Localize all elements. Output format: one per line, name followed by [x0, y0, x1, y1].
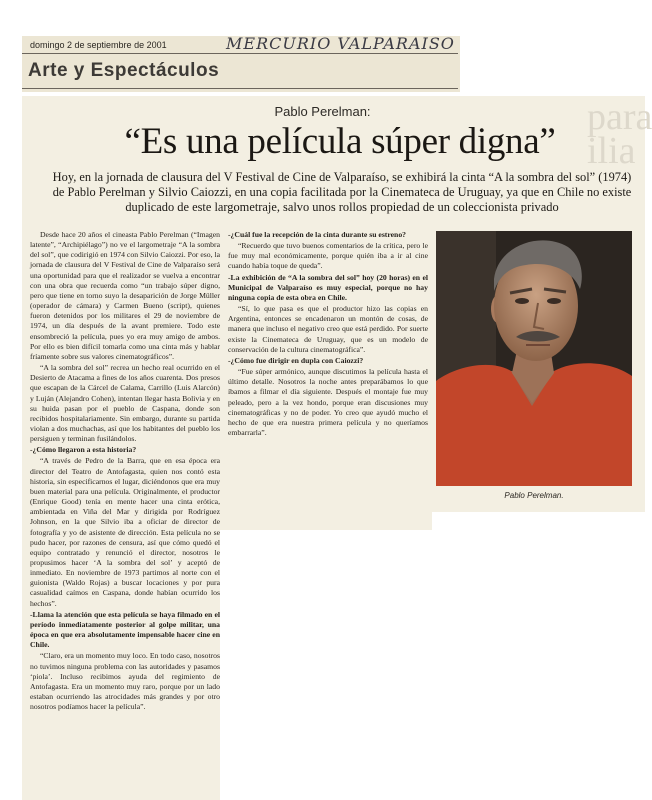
paragraph: “Claro, era un momento muy loco. En todo caso, nosotros no tuvimos ninguna problema con las autoridades y pasamos ‘piola’. Incluso recibimos ayuda del regimiento de Antofagasta. Era un momento muy raro, porque por un lado estaban ocurriendo las atrocidades más grandes y por otro nosotros podíamos hacer la película”. — [30, 651, 220, 712]
bleed-through-text: para ilia — [587, 96, 652, 172]
portrait-photo — [436, 231, 632, 486]
body-column-2 — [228, 230, 428, 530]
article-kicker: Pablo Perelman: — [274, 104, 371, 119]
interview-question: -¿Cuál fue la recepción de la cinta durante su estreno? — [228, 230, 407, 239]
paragraph: “Recuerdo que tuvo buenos comentarios de la crítica, pero le fue muy mal económicamente, porque quién iba a ir al cine cuando había toque de queda”. — [228, 241, 428, 271]
interview-question: -¿Cómo fue dirigir en dupla con Caiozzi? — [228, 355, 364, 365]
article-lead: Hoy, en la jornada de clausura del V Festival de Cine de Valparaíso, se exhibirá la cinta “A la sombra del sol” (1974) de Pablo Perelman y Silvio Caiozzi, en una copia facilitada por la Cinemateca de Uruguay, ya que en Chile no existe duplicado de este largometraje, salvo unos rollos propiedad de un coleccionista privado — [52, 170, 632, 214]
interview-question: -La exhibición de “A la sombra del sol” hoy (20 horas) en el Municipal de Valparaíso es muy especial, porque no hay ninguna copia de esta obra en Chile. — [228, 272, 428, 302]
interview-question: -Llama la atención que esta película se haya filmado en el período inmediatamente posterior al golpe militar, una época en que era absolutamente impensable hacer cine en Chile. — [30, 609, 220, 650]
body-column-1 — [30, 230, 220, 798]
paragraph: “Fue súper armónico, aunque discutimos la película hasta el último detalle. Nosotros la noche antes preparábamos lo que íbamos a filmar el día siguiente. Después el montaje fue muy peleado, pero a la vez hondo, porque eran discusiones muy cinematográficas y no de poder. Yo creo que ayudó mucho el hecho de que era nuestra primera película y no queríamos embarrarla”. — [228, 367, 428, 437]
paragraph: “A través de Pedro de la Barra, que en esa época era director del Teatro de Antofagasta, quien nos contó esta historia, sin especificarnos el lugar, diciéndonos que era muy buen material para una película. Originalmente, el productor (Enrique Good) tenía en mente hacer una cinta erótica, ambientada en Viña del Mar y dirigida por Rodríguez Johnson, en la que Silvio iba a oficiar de director de fotografía y yo de asistente de dirección. Esta película no se pudo hacer, por razones de censura, así que cómo quedó el equipo contratado y renunció el director, nosotros le propusimos hacer ‘A la sombra del sol’ y aceptó de inmediato. En noviembre de 1973 partimos al norte con el guionista (Waldo Rojas) a buscar locaciones y por pura casualidad caímos en Caspana, donde habían ocurrido los hechos”. — [30, 456, 220, 608]
paragraph: Desde hace 20 años el cineasta Pablo Perelman (“Imagen latente”, “Archipiélago”) no ve el largometraje “A la sombra del sol”, que codirigió en 1974 con Silvio Caiozzi. Por eso, la jornada de clausura del V Festival de Cine de Valparaíso será una oportunidad para que el realizador se vuelva a encontrar con una obra que recuerda como “un trabajo súper digno, pero que tiene en torno suyo la desaparición de Jorge Müller (operador de cámara) y Carmen Bueno (script), quienes fueron detenidos por los militares el 29 de noviembre de 1974, un día después de la avant premiere. Todo este ensombreció la película, pues yo era muy amigo de ambos. Por ello es bien difícil tomarla como una cinta más y hablar fríamente sobre sus valores cinematográficos”. — [30, 230, 220, 361]
dateline: domingo 2 de septiembre de 2001 — [30, 40, 167, 50]
paragraph: “Sí, lo que pasa es que el productor hizo las copias en Argentina, entonces se encadenaron un montón de cosas, de manera que incluso el negativo creo que está perdido. Por suerte existe la Cinemateca de Uruguay, que es un modelo de conservación de la cultura cinematográfica”. — [228, 304, 428, 354]
article-headline: “Es una película súper digna” — [124, 121, 556, 162]
handwritten-note: MERCURIO VALPARAISO — [226, 34, 455, 53]
photo-caption: Pablo Perelman. — [504, 491, 564, 500]
header-top-rule — [22, 53, 458, 54]
header-bottom-rule — [22, 88, 458, 89]
interview-question: -¿Cómo llegaron a esta historia? — [30, 445, 137, 455]
paragraph: “A la sombra del sol” recrea un hecho real ocurrido en el Desierto de Atacama a fines de los años cuarenta. Dos presos que escapan de la Cárcel de Calama, Carrillo (Luis Alarcón) y Luján (Alejandro Cohen), intentan llegar hasta Bolivia y en su huida pasan por el pueblo de Caspana, donde son recibidos hospitalariamente. Sin embargo, durante su partida violan a dos muchachas, así que los habitantes del pueblo los persiguen y terminan fusilándolos. — [30, 363, 220, 444]
section-title: Arte y Espectáculos — [28, 60, 220, 81]
